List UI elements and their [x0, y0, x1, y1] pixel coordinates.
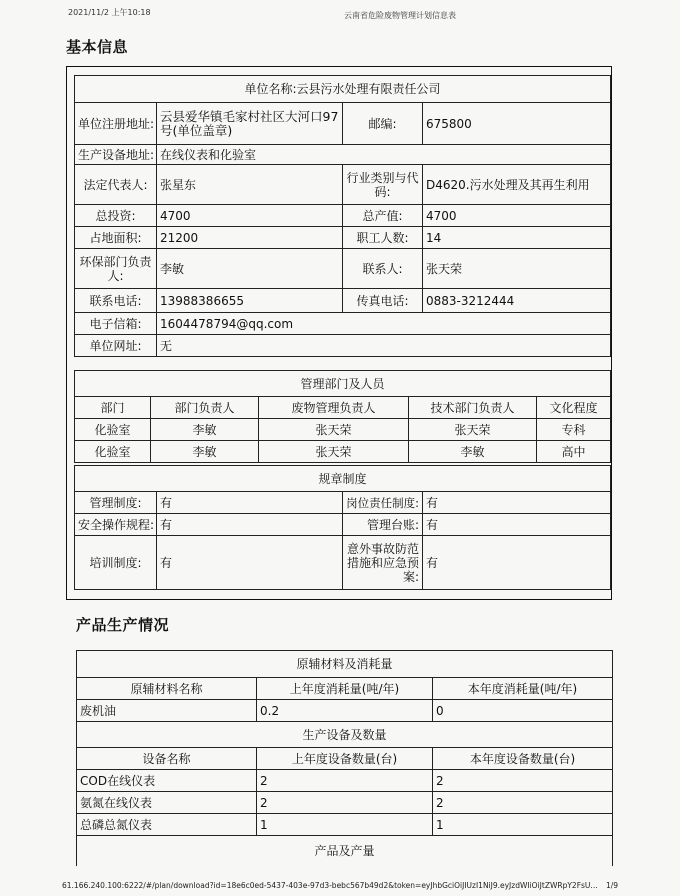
table-cell: 李敏 — [151, 419, 259, 441]
table-row — [77, 700, 613, 722]
table-row — [75, 441, 611, 463]
phone-value: 13988386655 — [157, 289, 343, 313]
section-title-production: 产品生产情况 — [76, 616, 170, 634]
equipment-header-this: 本年度设备数量(台) — [433, 748, 613, 770]
total-output-label: 总产值: — [343, 205, 423, 227]
dept-header-tech: 技术部门负责人 — [409, 397, 537, 419]
total-output-value: 4700 — [423, 205, 611, 227]
post-label: 岗位责任制度: — [343, 492, 423, 514]
ledger-value: 有 — [423, 514, 611, 536]
env-head-label: 环保部门负责人: — [75, 249, 157, 289]
table-cell: 总磷总氮仪表 — [77, 814, 257, 836]
table-cell: 化验室 — [75, 419, 151, 441]
emergency-value: 有 — [423, 536, 611, 590]
facility-address-label: 生产设备地址: — [75, 145, 157, 165]
departments-table — [74, 370, 611, 463]
total-investment-label: 总投资: — [75, 205, 157, 227]
ledger-label: 管理台账: — [343, 514, 423, 536]
training-value: 有 — [157, 536, 343, 590]
website-value: 无 — [157, 335, 611, 357]
materials-header-name: 原辅材料名称 — [77, 678, 257, 700]
table-cell: 化验室 — [75, 441, 151, 463]
departments-title: 管理部门及人员 — [75, 371, 611, 397]
table-cell: 2 — [257, 792, 433, 814]
table-cell: 李敏 — [409, 441, 537, 463]
section-title-basic-info: 基本信息 — [66, 38, 129, 56]
table-cell: 专科 — [537, 419, 611, 441]
industry-value: D4620.污水处理及其再生利用 — [423, 165, 611, 205]
safety-label: 安全操作规程: — [75, 514, 157, 536]
fax-value: 0883-3212444 — [423, 289, 611, 313]
table-cell: 氨氮在线仪表 — [77, 792, 257, 814]
table-row — [77, 814, 613, 836]
table-cell: 张天荣 — [259, 441, 409, 463]
dept-header-waste: 废物管理负责人 — [259, 397, 409, 419]
document-title: 云南省危险废物管理计划信息表 — [344, 11, 456, 20]
facility-address-value: 在线仪表和化验室 — [157, 145, 611, 165]
total-investment-value: 4700 — [157, 205, 343, 227]
website-label: 单位网址: — [75, 335, 157, 357]
legal-rep-value: 张星东 — [157, 165, 343, 205]
dept-header-edu: 文化程度 — [537, 397, 611, 419]
table-cell: 2 — [433, 792, 613, 814]
materials-header-this: 本年度消耗量(吨/年) — [433, 678, 613, 700]
email-label: 电子信箱: — [75, 313, 157, 335]
rules-title: 规章制度 — [75, 466, 611, 492]
postcode-value: 675800 — [423, 103, 611, 145]
fax-label: 传真电话: — [343, 289, 423, 313]
table-cell: 2 — [257, 770, 433, 792]
post-value: 有 — [423, 492, 611, 514]
basic-info-table — [74, 75, 611, 357]
dept-header-head: 部门负责人 — [151, 397, 259, 419]
products-title: 产品及产量 — [77, 836, 613, 866]
reg-address-value: 云县爱华镇毛家村社区大河口97号(单位盖章) — [157, 103, 343, 145]
table-cell: 1 — [257, 814, 433, 836]
training-label: 培训制度: — [75, 536, 157, 590]
materials-table — [76, 650, 613, 866]
env-head-value: 李敏 — [157, 249, 343, 289]
table-cell: 2 — [433, 770, 613, 792]
email-value: 1604478794@qq.com — [157, 313, 611, 335]
table-cell: 0 — [433, 700, 613, 722]
table-row — [77, 770, 613, 792]
emergency-label: 意外事故防范措施和应急预案: — [343, 536, 423, 590]
area-label: 占地面积: — [75, 227, 157, 249]
area-value: 21200 — [157, 227, 343, 249]
employees-value: 14 — [423, 227, 611, 249]
table-row — [77, 792, 613, 814]
footer-url[interactable]: 61.166.240.100:6222/#/plan/download?id=18e6c0ed-5437-403e-97d3-bebc567b49d2&token=eyJhbGciOiJIUzI1NiJ9.eyJzdWIiOiJtZWRpY2FsU3... — [62, 881, 602, 890]
contact-value: 张天荣 — [423, 249, 611, 289]
table-cell: 张天荣 — [409, 419, 537, 441]
materials-header-last: 上年度消耗量(吨/年) — [257, 678, 433, 700]
table-cell: 0.2 — [257, 700, 433, 722]
employees-label: 职工人数: — [343, 227, 423, 249]
phone-label: 联系电话: — [75, 289, 157, 313]
mgmt-label: 管理制度: — [75, 492, 157, 514]
table-cell: 1 — [433, 814, 613, 836]
equipment-header-name: 设备名称 — [77, 748, 257, 770]
materials-title: 原辅材料及消耗量 — [77, 651, 613, 678]
table-cell: 张天荣 — [259, 419, 409, 441]
table-cell: 废机油 — [77, 700, 257, 722]
print-timestamp: 2021/11/2 上午10:18 — [68, 8, 151, 17]
equipment-header-last: 上年度设备数量(台) — [257, 748, 433, 770]
rules-table — [74, 465, 611, 590]
page-number: 1/9 — [606, 881, 619, 890]
unit-name: 单位名称:云县污水处理有限责任公司 — [75, 76, 611, 103]
reg-address-label: 单位注册地址: — [75, 103, 157, 145]
table-cell: COD在线仪表 — [77, 770, 257, 792]
table-cell: 高中 — [537, 441, 611, 463]
industry-label: 行业类别与代码: — [343, 165, 423, 205]
safety-value: 有 — [157, 514, 343, 536]
postcode-label: 邮编: — [343, 103, 423, 145]
table-cell: 李敏 — [151, 441, 259, 463]
mgmt-value: 有 — [157, 492, 343, 514]
legal-rep-label: 法定代表人: — [75, 165, 157, 205]
equipment-title: 生产设备及数量 — [77, 722, 613, 748]
dept-header-dept: 部门 — [75, 397, 151, 419]
table-row — [75, 419, 611, 441]
contact-label: 联系人: — [343, 249, 423, 289]
